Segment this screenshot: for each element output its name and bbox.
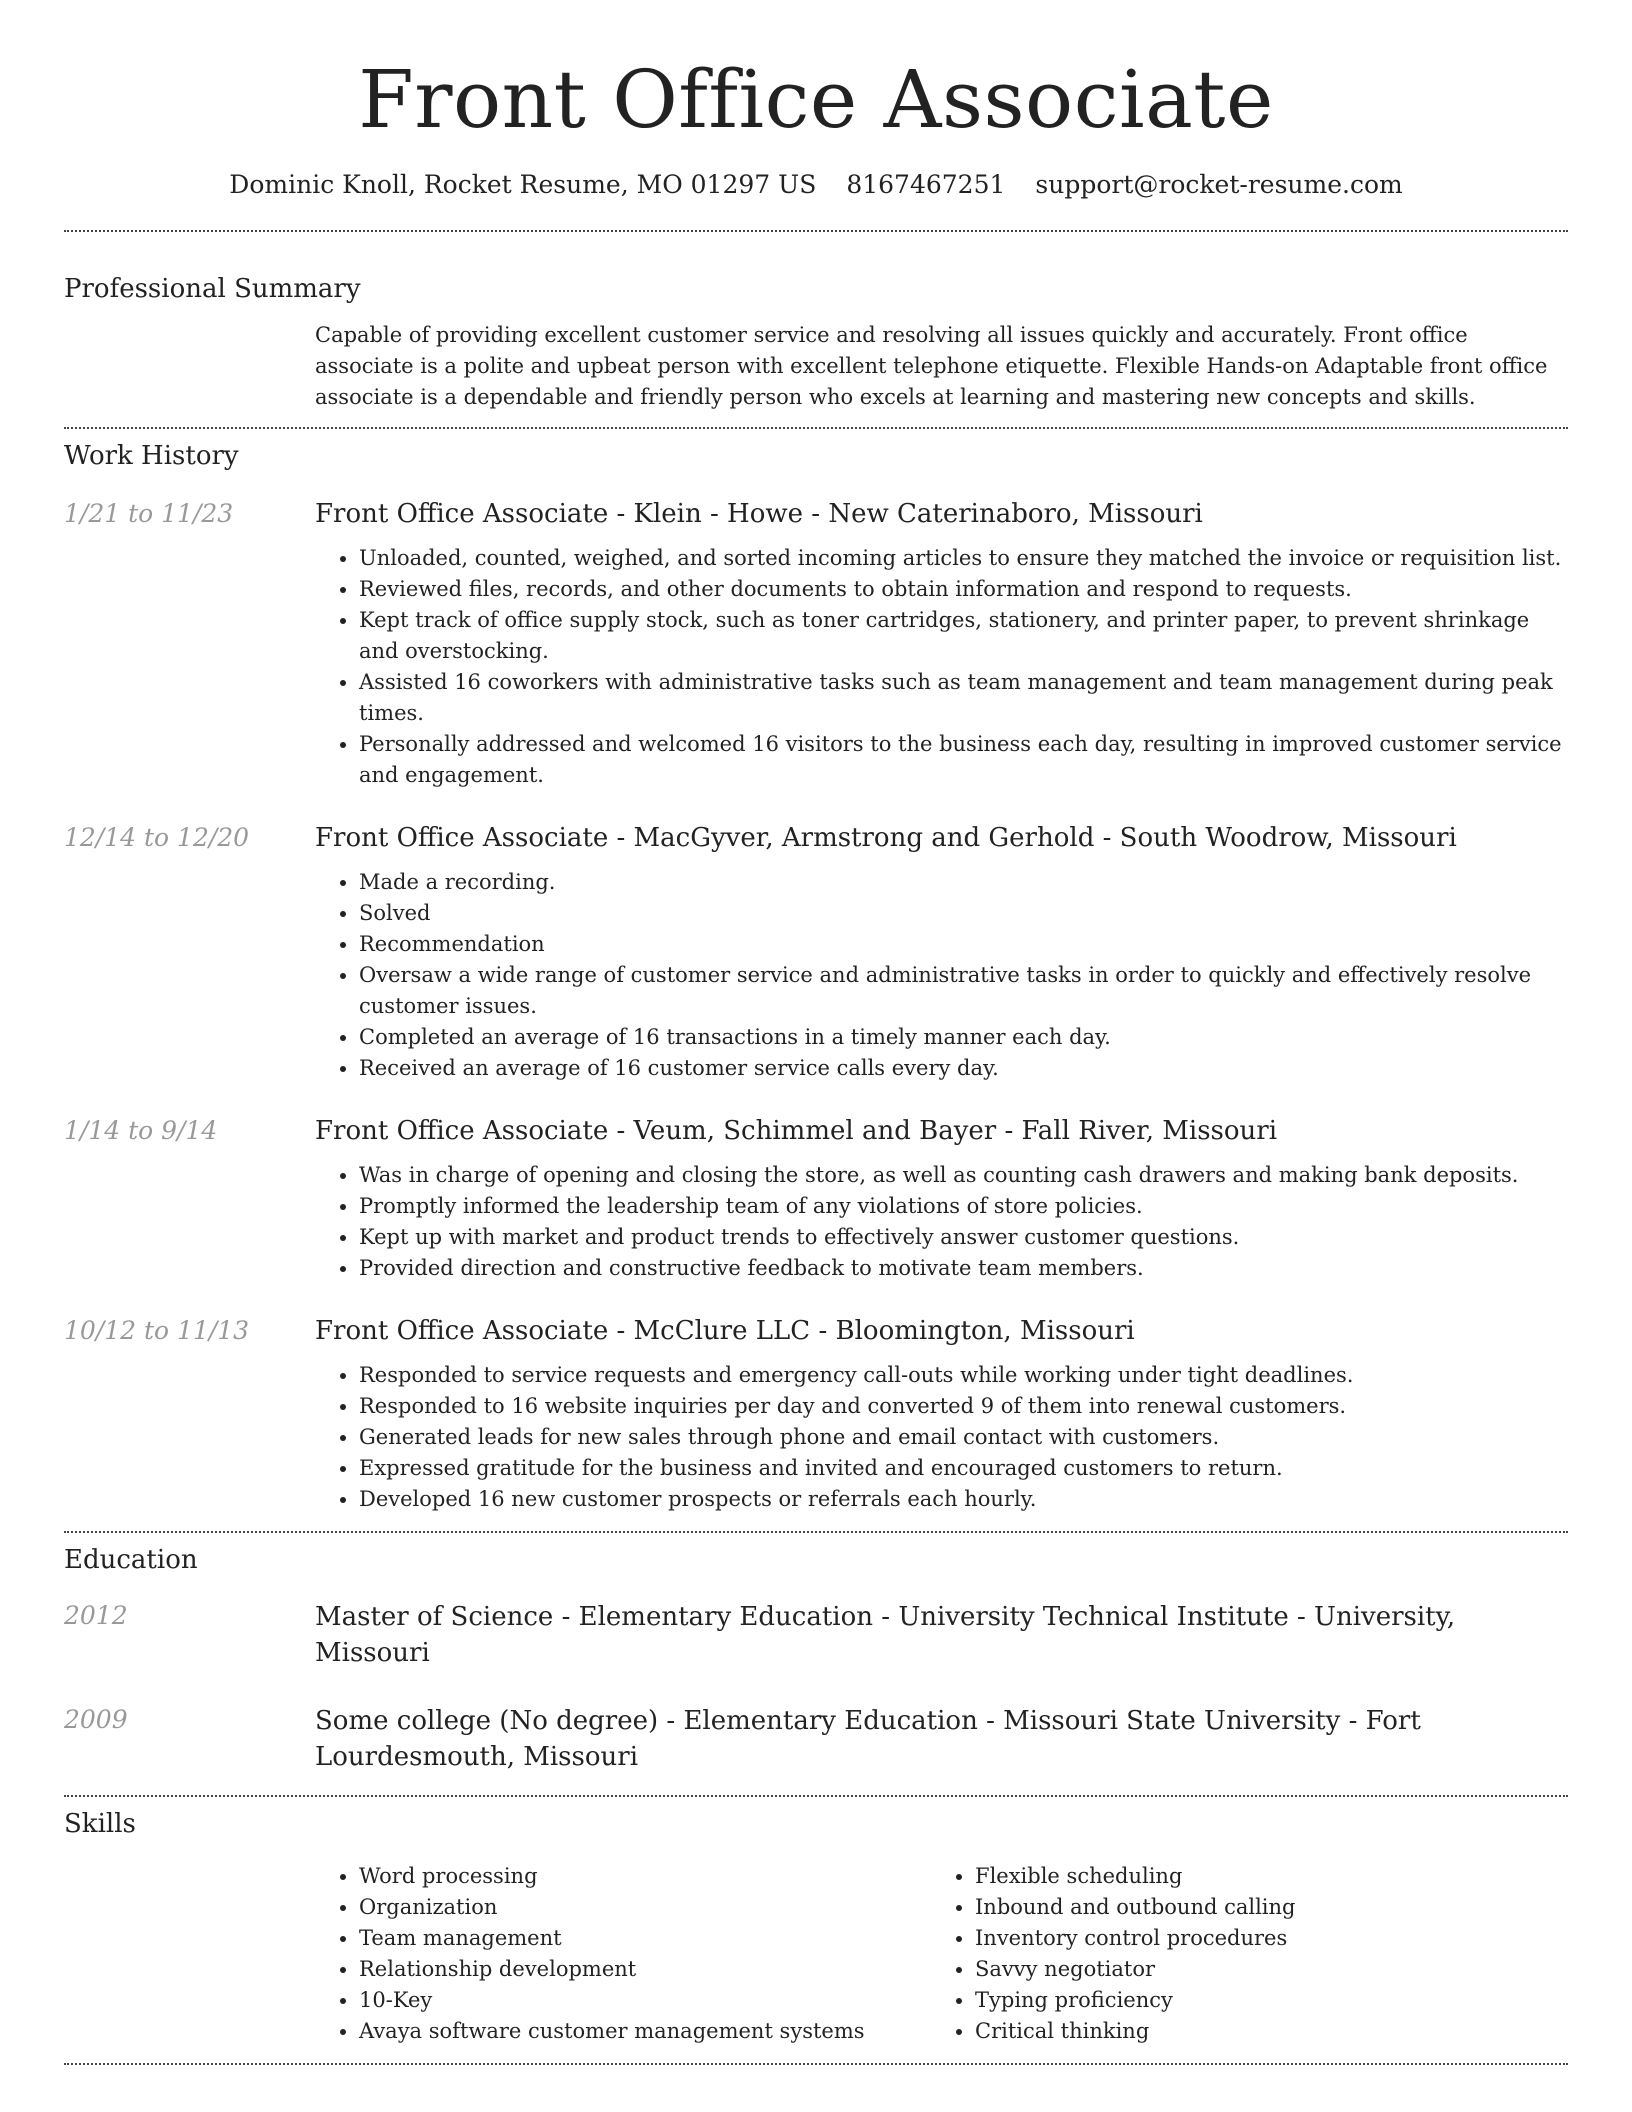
skill-item: • Savvy negotiator bbox=[975, 1954, 1535, 1985]
job-entry bbox=[64, 821, 1568, 1084]
job-entry bbox=[64, 1114, 1568, 1284]
job-dates: 12/14 to 12/20 bbox=[64, 823, 250, 852]
resume-page bbox=[64, 0, 1568, 2065]
job-bullet: • Expressed gratitude for the business and invited and encouraged customers to return. bbox=[359, 1453, 1568, 1484]
job-bullet: • Developed 16 new customer prospects or referrals each hourly. bbox=[359, 1484, 1568, 1515]
skill-item: • Word processing bbox=[359, 1861, 931, 1892]
section-divider bbox=[64, 1531, 1568, 1533]
summary-text: Capable of providing excellent customer service and resolving all issues quickly and accurately. Front office associate is a polite and upbeat person with excellent telephone etiquette. Flexible Hands-on Adaptable front office associate is a dependable and friendly person who excels at learning and mastering new concepts and skills. bbox=[315, 323, 1548, 409]
job-entry bbox=[64, 1314, 1568, 1515]
section-divider bbox=[64, 2063, 1568, 2065]
job-bullets bbox=[315, 1360, 1568, 1515]
skill-item: • Relationship development bbox=[359, 1954, 931, 1985]
skill-item: • Typing proficiency bbox=[975, 1985, 1535, 2016]
skill-item: • Inventory control procedures bbox=[975, 1923, 1535, 1954]
section-divider bbox=[64, 230, 1568, 232]
education-entry bbox=[64, 1703, 1568, 1775]
job-bullet: • Promptly informed the leadership team of any violations of store policies. bbox=[359, 1191, 1568, 1222]
job-title: Front Office Associate - Veum, Schimmel and Bayer - Fall River, Missouri bbox=[315, 1116, 1278, 1146]
education-section-title: Education bbox=[64, 1545, 198, 1575]
job-bullet: • Completed an average of 16 transactions in a timely manner each day. bbox=[359, 1022, 1568, 1053]
job-bullet: • Recommendation bbox=[359, 929, 1568, 960]
job-bullet: • Generated leads for new sales through phone and email contact with customers. bbox=[359, 1422, 1568, 1453]
job-bullet: • Was in charge of opening and closing the store, as well as counting cash drawers and making bank deposits. bbox=[359, 1160, 1568, 1191]
job-entry bbox=[64, 497, 1568, 791]
skills-row bbox=[64, 1861, 1568, 2047]
job-bullet: • Reviewed files, records, and other documents to obtain information and respond to requests. bbox=[359, 574, 1568, 605]
job-bullet: • Responded to 16 website inquiries per day and converted 9 of them into renewal customers. bbox=[359, 1391, 1568, 1422]
summary-row bbox=[64, 320, 1568, 413]
skills-list-left bbox=[315, 1861, 931, 2047]
contact-line bbox=[64, 168, 1568, 202]
job-title: Front Office Associate - MacGyver, Armstrong and Gerhold - South Woodrow, Missouri bbox=[315, 823, 1457, 853]
job-bullet: • Oversaw a wide range of customer service and administrative tasks in order to quickly and effectively resolve customer issues. bbox=[359, 960, 1568, 1022]
skills-section-title: Skills bbox=[64, 1809, 136, 1839]
job-bullet: • Responded to service requests and emergency call-outs while working under tight deadlines. bbox=[359, 1360, 1568, 1391]
resume-name-title: Front Office Associate bbox=[358, 53, 1274, 146]
job-bullet: • Provided direction and constructive feedback to motivate team members. bbox=[359, 1253, 1568, 1284]
job-bullets bbox=[315, 1160, 1568, 1284]
skill-item: • 10-Key bbox=[359, 1985, 931, 2016]
skills-columns bbox=[315, 1861, 1568, 2047]
job-bullets bbox=[315, 867, 1568, 1084]
job-bullet: • Solved bbox=[359, 898, 1568, 929]
job-bullet: • Received an average of 16 customer service calls every day. bbox=[359, 1053, 1568, 1084]
skill-item: • Inbound and outbound calling bbox=[975, 1892, 1535, 1923]
education-year: 2009 bbox=[64, 1705, 128, 1734]
contact-phone: 8167467251 bbox=[846, 170, 1006, 199]
section-divider bbox=[64, 1795, 1568, 1797]
education-degree: Master of Science - Elementary Education - University Technical Institute - University, Missouri bbox=[315, 1602, 1456, 1668]
section-divider bbox=[64, 427, 1568, 429]
job-bullet: • Kept track of office supply stock, such as toner cartridges, stationery, and printer paper, to prevent shrinkage and overstocking. bbox=[359, 605, 1568, 667]
skill-item: • Team management bbox=[359, 1923, 931, 1954]
skills-list-right bbox=[931, 1861, 1535, 2047]
summary-section-title: Professional Summary bbox=[64, 274, 361, 304]
skill-item: • Organization bbox=[359, 1892, 931, 1923]
job-bullet: • Personally addressed and welcomed 16 visitors to the business each day, resulting in improved customer service and engagement. bbox=[359, 729, 1568, 791]
job-bullet: • Kept up with market and product trends to effectively answer customer questions. bbox=[359, 1222, 1568, 1253]
skill-item: • Avaya software customer management systems bbox=[359, 2016, 931, 2047]
skill-item: • Critical thinking bbox=[975, 2016, 1535, 2047]
job-bullets bbox=[315, 543, 1568, 791]
education-year: 2012 bbox=[64, 1601, 128, 1630]
job-dates: 1/14 to 9/14 bbox=[64, 1116, 218, 1145]
job-bullet: • Unloaded, counted, weighed, and sorted incoming articles to ensure they matched the invoice or requisition list. bbox=[359, 543, 1568, 574]
work-section-title: Work History bbox=[64, 441, 239, 471]
job-dates: 10/12 to 11/13 bbox=[64, 1316, 250, 1345]
skill-item: • Flexible scheduling bbox=[975, 1861, 1535, 1892]
contact-address: Dominic Knoll, Rocket Resume, MO 01297 US bbox=[229, 170, 817, 199]
job-dates: 1/21 to 11/23 bbox=[64, 499, 234, 528]
job-bullet: • Made a recording. bbox=[359, 867, 1568, 898]
contact-email: support@rocket-resume.com bbox=[1035, 170, 1403, 199]
education-degree: Some college (No degree) - Elementary Education - Missouri State University - Fort Lourdesmouth, Missouri bbox=[315, 1706, 1421, 1772]
job-title: Front Office Associate - McClure LLC - Bloomington, Missouri bbox=[315, 1316, 1135, 1346]
education-entry bbox=[64, 1599, 1568, 1671]
job-title: Front Office Associate - Klein - Howe - New Caterinaboro, Missouri bbox=[315, 499, 1203, 529]
job-bullet: • Assisted 16 coworkers with administrative tasks such as team management and team management during peak times. bbox=[359, 667, 1568, 729]
